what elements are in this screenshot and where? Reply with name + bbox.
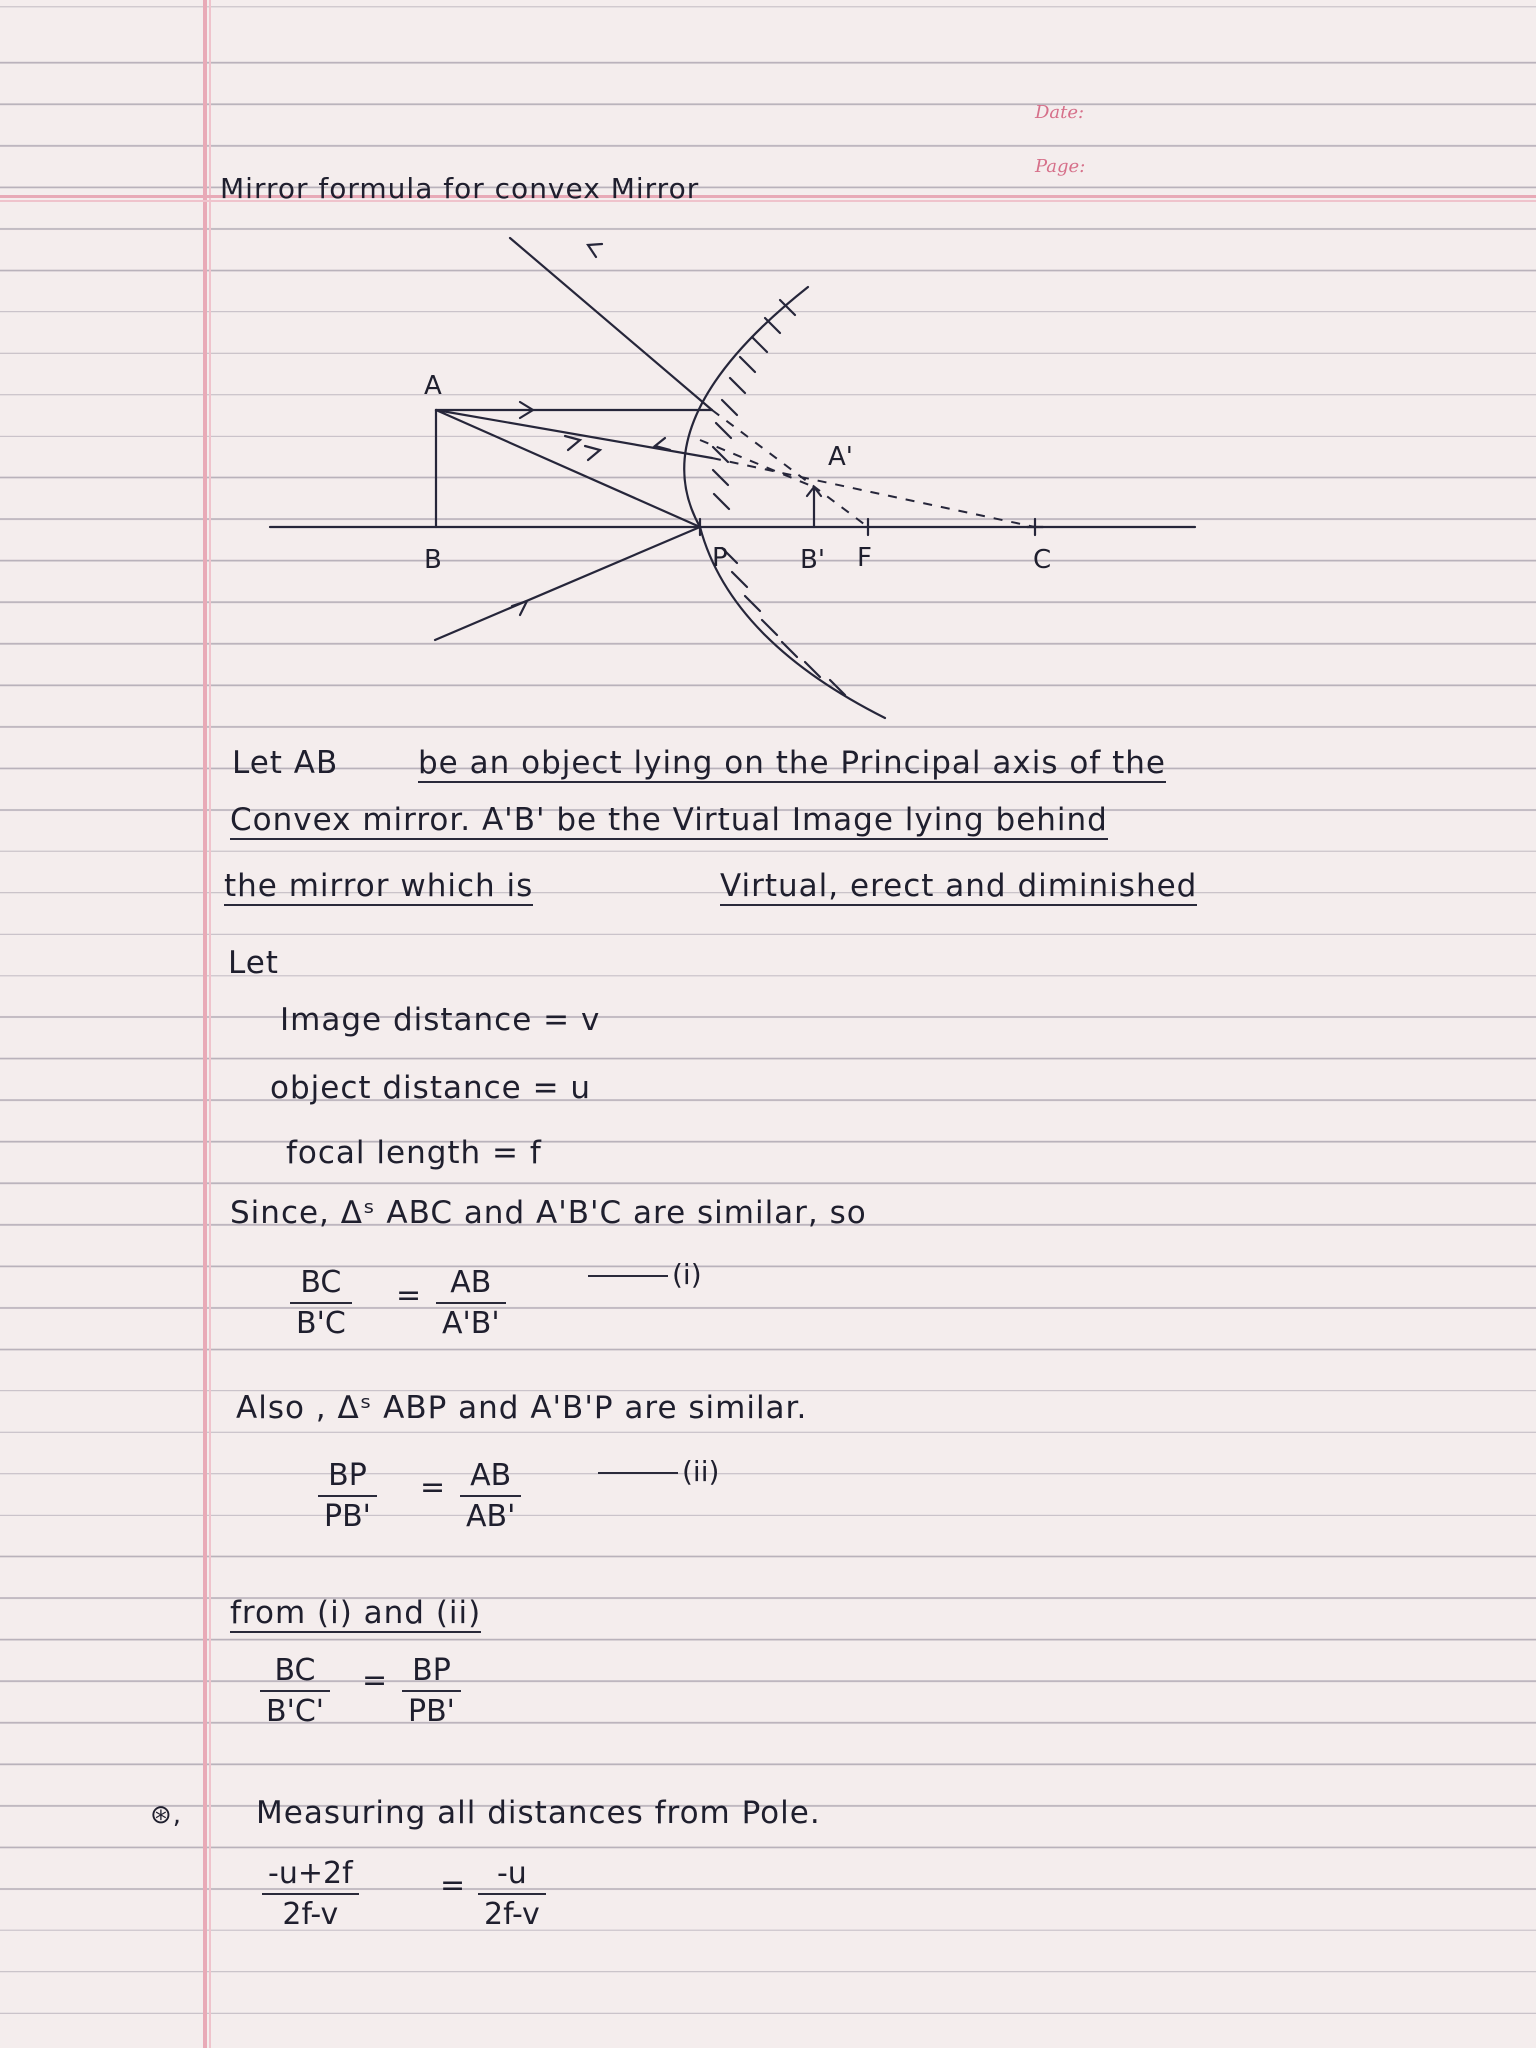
label-a-prime: A' [828,442,853,472]
eq3-equals: = [362,1663,388,1698]
eq1-tag: (i) [588,1258,702,1291]
text-let: Let [228,945,279,981]
eq4-lhs-num: -u+2f [262,1856,359,1895]
eq3-lhs-den: B'C' [266,1694,325,1729]
text-image-distance: Image distance = v [280,1002,601,1038]
text-let-ab: Let AB [232,745,339,781]
eq2-equals: = [420,1470,446,1505]
eq4-lhs-den: 2f-v [282,1897,339,1932]
eq2-lhs-den: PB' [324,1499,371,1534]
arrowhead-toward-mirror [565,436,580,450]
eq1-rhs-den: A'B' [442,1306,500,1341]
text-focal-length: focal length = f [286,1135,542,1171]
label-b-prime: B' [800,545,825,575]
ray-diagram [0,0,1536,760]
eq4-rhs [478,1856,546,1932]
label-b: B [424,545,442,575]
eq4-rhs-num: -u [478,1856,546,1895]
bullet-mark: ⊛, [150,1800,183,1830]
eq1-equals: = [396,1278,422,1313]
text-line-2: Convex mirror. A'B' be the Virtual Image lying behind [230,802,1108,838]
text-line-3b: Virtual, erect and diminished [720,868,1198,904]
eq1-rhs [436,1265,506,1341]
label-f: F [857,543,872,573]
eq3-rhs-den: PB' [408,1694,455,1729]
label-a: A [424,371,442,401]
eq2-tag: (ii) [598,1455,719,1488]
convex-mirror-surface [684,287,885,718]
eq1-lhs-den: B'C [296,1306,346,1341]
ray-to-pole [436,410,700,527]
page-number-label: Page: [1035,156,1086,177]
arrowhead-toward-mirror-2 [585,446,600,460]
date-label: Date: [1035,102,1085,123]
text-from-i-ii: from (i) and (ii) [230,1595,482,1631]
eq1-lhs-num: BC [290,1265,352,1304]
eq1-lhs [290,1265,352,1341]
text-since-similar: Since, Δˢ ABC and A'B'C are similar, so [230,1195,867,1231]
label-c: C [1033,545,1052,575]
text-line-1: be an object lying on the Principal axis of the [418,745,1166,781]
eq4-equals: = [440,1868,466,1903]
virtual-ray-to-center [712,458,1035,527]
arrowhead-reflected-up [588,244,602,257]
eq3-lhs [260,1653,330,1729]
eq2-rhs-num: AB [460,1458,521,1497]
eq2-lhs [318,1458,377,1534]
arrowhead-reflected-down [512,601,527,615]
eq3-rhs-num: BP [402,1653,461,1692]
ray-reflected-down [435,527,700,640]
ray-reflected-up [510,238,712,410]
eq2-rhs-den: AB' [466,1499,516,1534]
eq4-rhs-den: 2f-v [484,1897,540,1932]
eq2-lhs-num: BP [318,1458,377,1497]
text-measuring: Measuring all distances from Pole. [256,1795,821,1831]
eq4-lhs [262,1856,359,1932]
eq1-rhs-num: AB [436,1265,506,1304]
text-line-3a: the mirror which is [224,868,534,904]
eq3-rhs [402,1653,461,1729]
label-p: P [712,543,728,573]
text-also-similar: Also , Δˢ ABP and A'B'P are similar. [236,1390,808,1426]
eq3-lhs-num: BC [260,1653,330,1692]
text-object-distance: object distance = u [270,1070,592,1106]
page-title: Mirror formula for convex Mirror [220,172,700,205]
eq2-rhs [460,1458,521,1534]
